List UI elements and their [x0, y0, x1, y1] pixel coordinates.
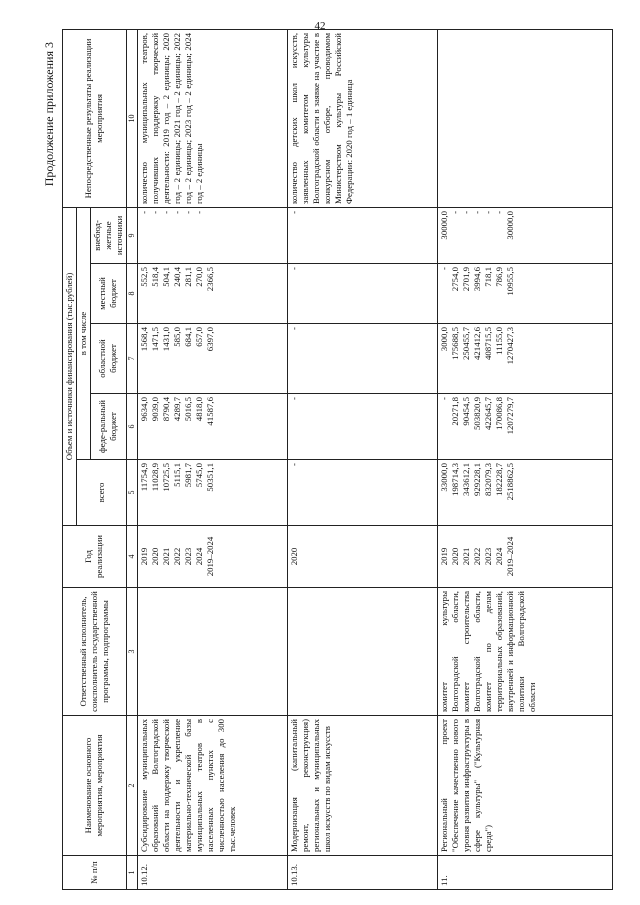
- col-number: 10: [126, 29, 137, 207]
- row-total-value: 5981,7: [182, 463, 193, 488]
- row-years-value: 2021: [460, 547, 471, 566]
- row-local: [437, 264, 612, 324]
- row-local-value: 2754,0: [449, 267, 460, 292]
- row-total-value: 343612,1: [460, 463, 471, 496]
- row-local-value: 10955,5: [504, 267, 515, 296]
- row-extrabudget-value: -: [482, 210, 493, 214]
- row-local-value: 2366,5: [204, 267, 215, 292]
- row-name: Модернизация (капитальный ремонт, реконструкция) региональных и муниципальных школ искусств по видам искусств: [287, 716, 437, 856]
- row-federal-value: 503820,9: [471, 397, 482, 430]
- row-regional: [437, 324, 612, 394]
- row-number: 10.13.: [287, 856, 437, 890]
- row-federal-value: 90454,5: [460, 397, 471, 426]
- row-extrabudget-value: -: [288, 210, 299, 214]
- row-federal-value: -: [438, 397, 449, 400]
- row-regional: [287, 324, 437, 394]
- row-total-value: 5745,0: [193, 463, 204, 488]
- row-years-value: 2019–2024: [204, 536, 215, 577]
- header-local: местный бюджет: [90, 264, 126, 324]
- row-local-value: -: [438, 267, 449, 270]
- row-extrabudget: [437, 207, 612, 263]
- row-result: количество муниципальных театров, получивших поддержку творческой деятельности: 2019 год – 2 единицы; 2020 год – 2 единицы; 2021 год – 2 единицы; 2022 год – 2 единицы; 2023 год – 2 единицы; 2024 год – 2 единицы: [137, 29, 287, 207]
- row-name: Субсидирование муниципальных образований Волгоградской области на поддержку творческой деятельности и укрепление материально-технической базы муниципальных театров в населенных пунктах с численностью населения до 300 тыс.человек: [137, 716, 287, 856]
- row-name: Региональный проект "Обеспечение качественно нового уровня развития инфраструктуры в сфере культуры" ("Культурная среда"): [437, 716, 612, 856]
- row-regional-value: 684,1: [182, 327, 193, 347]
- page-number: 42: [314, 20, 326, 32]
- row-number: 11.: [437, 856, 612, 890]
- appendix-caption: Продолжение приложения 3: [42, 42, 56, 187]
- row-regional-value: 11155,0: [493, 327, 504, 355]
- row-federal-value: 5016,5: [182, 397, 193, 422]
- header-including: в том числе: [76, 207, 90, 459]
- table-row: [287, 29, 437, 889]
- col-number: 3: [126, 588, 137, 716]
- row-years-value: 2020: [449, 547, 460, 566]
- col-number: 8: [126, 264, 137, 324]
- row-federal-value: 4818,0: [193, 397, 204, 422]
- row-total-value: 182228,7: [493, 463, 504, 496]
- row-local-value: 518,4: [149, 267, 160, 287]
- row-years-value: 2024: [493, 547, 504, 566]
- row-extrabudget-value: 30000,0: [438, 210, 449, 240]
- row-extrabudget-value: -: [460, 210, 471, 214]
- row-number: 10.12.: [137, 856, 287, 890]
- table-body: [137, 29, 612, 889]
- row-total-value: 2518862,5: [504, 463, 515, 501]
- col-number: 9: [126, 207, 137, 263]
- row-local-value: 281,1: [182, 267, 193, 287]
- row-result: [437, 29, 612, 207]
- header-name: Наименование основного мероприятия, мероприятия: [63, 716, 127, 856]
- row-executor: комитет культуры Волгоградской области, комитет строительства Волгоградской области, комитет по делам территориальных образований, внутренней и информационной политики Волгоградской области: [437, 588, 612, 716]
- header-federal: феде-ральный бюджет: [90, 394, 126, 460]
- col-number: 6: [126, 394, 137, 460]
- row-extrabudget-value: -: [193, 210, 204, 214]
- row-extrabudget-value: 30000,0: [504, 210, 515, 240]
- row-years-value: 2022: [471, 547, 482, 566]
- row-federal-value: 422645,7: [482, 397, 493, 430]
- col-number: 4: [126, 526, 137, 588]
- row-extrabudget-value: -: [493, 210, 504, 214]
- row-regional-value: 6397,0: [204, 327, 215, 352]
- row-extrabudget-value: -: [182, 210, 193, 214]
- table-row: [437, 29, 612, 889]
- row-years-value: 2023: [482, 547, 493, 566]
- row-total-value: 10725,5: [160, 463, 171, 492]
- row-total: [287, 460, 437, 526]
- col-number: 2: [126, 716, 137, 856]
- row-result: количество детских школ искусств, заявленных комитетом культуры Волгоградской области в заявке на участие в конкурсном отборе, проводимом Министерством культуры Российской Федерации: 2020 год – 1 единица: [287, 29, 437, 207]
- row-extrabudget-value: -: [149, 210, 160, 214]
- row-regional-value: 408715,5: [482, 327, 493, 360]
- row-regional-value: 175688,5: [449, 327, 460, 360]
- row-local-value: 552,5: [138, 267, 149, 287]
- row-local-value: 240,4: [171, 267, 182, 287]
- row-total-value: 832079,3: [482, 463, 493, 496]
- row-total-value: 198714,3: [449, 463, 460, 496]
- row-local-value: 718,1: [482, 267, 493, 287]
- row-federal-value: 170086,8: [493, 397, 504, 430]
- row-extrabudget-value: -: [449, 210, 460, 214]
- header-extrabudget: внебюд-жетные источники: [90, 207, 126, 263]
- row-total-value: 50351,1: [204, 463, 215, 492]
- row-extrabudget-value: [205, 211, 216, 260]
- row-years-value: 2020: [149, 547, 160, 566]
- row-extrabudget-value: -: [171, 210, 182, 214]
- col-number: 7: [126, 324, 137, 394]
- row-total: [437, 460, 612, 526]
- row-regional-value: 250455,7: [460, 327, 471, 360]
- header-funding: Объем и источники финансирования (тыс.рублей): [63, 207, 77, 525]
- row-total-value: 33000,0: [438, 463, 449, 492]
- col-number: 5: [126, 460, 137, 526]
- row-local-value: -: [288, 267, 299, 270]
- header-results: Непосредственные результаты реализации мероприятия: [63, 29, 127, 207]
- row-local-value: 3994,6: [471, 267, 482, 292]
- row-total-value: -: [288, 463, 299, 466]
- row-federal-value: 9634,0: [138, 397, 149, 422]
- row-regional-value: 3000,0: [438, 327, 449, 352]
- row-total-value: 929228,1: [471, 463, 482, 496]
- row-federal-value: 20271,8: [449, 397, 460, 426]
- row-executor: [287, 588, 437, 716]
- row-regional-value: 585,0: [171, 327, 182, 347]
- row-federal-value: 8790,4: [160, 397, 171, 422]
- row-total-value: 5115,1: [171, 463, 182, 487]
- row-federal-value: -: [288, 397, 299, 400]
- table-row: [137, 29, 287, 889]
- row-regional-value: -: [288, 327, 299, 330]
- header-total: всего: [76, 460, 126, 526]
- row-years-value: 2019–2024: [504, 536, 515, 577]
- row-federal-value: 41587,6: [204, 397, 215, 426]
- row-extrabudget-value: -: [160, 210, 171, 214]
- row-federal-value: 9039,0: [149, 397, 160, 422]
- header-executor: Ответственный исполнитель, соисполнитель государственной программы, подпрограммы: [63, 588, 127, 716]
- row-years-value: 2021: [160, 547, 171, 566]
- row-years-value: 2019: [138, 547, 149, 566]
- row-years-value: 2024: [193, 547, 204, 566]
- row-local-value: 2701,9: [460, 267, 471, 292]
- row-regional-value: 1431,0: [160, 327, 171, 352]
- header-regional: областной бюджет: [90, 324, 126, 394]
- row-total-value: 11754,9: [138, 463, 149, 492]
- row-extrabudget: [287, 207, 437, 263]
- row-years: [287, 526, 437, 588]
- row-regional: [137, 324, 287, 394]
- funding-table: [62, 29, 613, 890]
- row-federal: [437, 394, 612, 460]
- row-years: [137, 526, 287, 588]
- row-years: [437, 526, 612, 588]
- col-number: 1: [126, 856, 137, 890]
- row-years-value: 2022: [171, 547, 182, 566]
- rotated-page-content: [40, 30, 610, 890]
- row-extrabudget: [137, 207, 287, 263]
- row-years-value: 2019: [438, 547, 449, 566]
- row-years-value: 2023: [182, 547, 193, 566]
- row-years-value: 2020: [288, 547, 299, 566]
- row-total-value: 11028,9: [149, 463, 160, 492]
- header-num: № п/п: [63, 856, 127, 890]
- row-federal: [137, 394, 287, 460]
- row-total: [137, 460, 287, 526]
- row-executor: [137, 588, 287, 716]
- row-federal-value: 1207279,7: [504, 397, 515, 435]
- row-federal: [287, 394, 437, 460]
- header-year: Год реализации: [63, 526, 127, 588]
- row-extrabudget-value: -: [138, 210, 149, 214]
- row-federal-value: 4289,7: [171, 397, 182, 422]
- row-extrabudget-value: -: [471, 210, 482, 214]
- row-local: [137, 264, 287, 324]
- row-regional-value: 1270427,3: [504, 327, 515, 365]
- row-regional-value: 421412,6: [471, 327, 482, 360]
- row-local-value: 786,9: [493, 267, 504, 287]
- row-local-value: 270,0: [193, 267, 204, 287]
- row-local: [287, 264, 437, 324]
- row-regional-value: 1471,5: [149, 327, 160, 352]
- row-local-value: 504,1: [160, 267, 171, 287]
- row-regional-value: 1568,4: [138, 327, 149, 352]
- row-regional-value: 657,0: [193, 327, 204, 347]
